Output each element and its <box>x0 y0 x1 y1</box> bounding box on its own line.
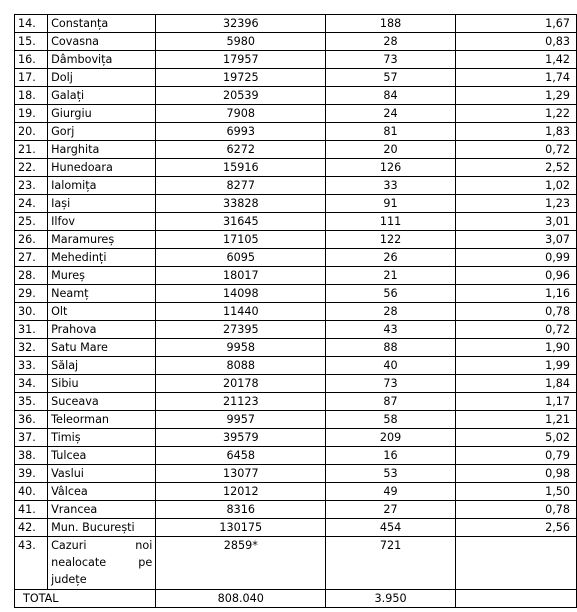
deaths-cell: 16 <box>326 447 456 465</box>
row-number: 41. <box>15 501 48 519</box>
table-row <box>15 87 577 105</box>
rate-cell: 0,72 <box>455 141 576 159</box>
table-row <box>15 213 577 231</box>
deaths-cell: 53 <box>326 465 456 483</box>
deaths-cell: 454 <box>326 519 456 537</box>
deaths-cell: 28 <box>326 303 456 321</box>
cases-cell: 6458 <box>156 447 326 465</box>
deaths-cell: 73 <box>326 375 456 393</box>
county-name: Mureș <box>48 267 156 285</box>
rate-cell: 0,78 <box>455 303 576 321</box>
table-row <box>15 69 577 87</box>
county-name: Prahova <box>48 321 156 339</box>
cases-cell: 15916 <box>156 159 326 177</box>
county-name: Ilfov <box>48 213 156 231</box>
row-number: 39. <box>15 465 48 483</box>
row-number: 18. <box>15 87 48 105</box>
table-row <box>15 195 577 213</box>
cases-cell: 17957 <box>156 51 326 69</box>
row-number: 29. <box>15 285 48 303</box>
row-number: 37. <box>15 429 48 447</box>
table-row <box>15 357 577 375</box>
table-row <box>15 231 577 249</box>
county-name: Iași <box>48 195 156 213</box>
cases-cell: 18017 <box>156 267 326 285</box>
cases-cell: 12012 <box>156 483 326 501</box>
rate-cell: 0,99 <box>455 249 576 267</box>
county-name: Timiș <box>48 429 156 447</box>
table-row <box>15 303 577 321</box>
county-name: Ialomița <box>48 177 156 195</box>
cases-cell: 2859* <box>156 537 326 590</box>
cases-cell: 7908 <box>156 105 326 123</box>
deaths-cell: 27 <box>326 501 456 519</box>
row-number: 36. <box>15 411 48 429</box>
table-row <box>15 339 577 357</box>
table-row <box>15 123 577 141</box>
cases-cell: 8277 <box>156 177 326 195</box>
rate-cell: 1,83 <box>455 123 576 141</box>
deaths-cell: 21 <box>326 267 456 285</box>
deaths-cell: 87 <box>326 393 456 411</box>
deaths-cell: 73 <box>326 51 456 69</box>
total-deaths: 3.950 <box>326 590 456 608</box>
rate-cell: 0,79 <box>455 447 576 465</box>
row-number: 42. <box>15 519 48 537</box>
table-row <box>15 249 577 267</box>
deaths-cell: 33 <box>326 177 456 195</box>
unallocated-row <box>15 537 577 590</box>
rate-cell: 0,98 <box>455 465 576 483</box>
rate-cell: 5,02 <box>455 429 576 447</box>
county-name: Harghita <box>48 141 156 159</box>
table-row <box>15 375 577 393</box>
deaths-cell: 40 <box>326 357 456 375</box>
deaths-cell: 209 <box>326 429 456 447</box>
table-row <box>15 51 577 69</box>
row-number: 33. <box>15 357 48 375</box>
row-number: 38. <box>15 447 48 465</box>
county-name: Sibiu <box>48 375 156 393</box>
total-cases: 808.040 <box>156 590 326 608</box>
cases-cell: 130175 <box>156 519 326 537</box>
row-number: 20. <box>15 123 48 141</box>
table-row <box>15 393 577 411</box>
row-number: 23. <box>15 177 48 195</box>
deaths-cell: 91 <box>326 195 456 213</box>
cases-cell: 8316 <box>156 501 326 519</box>
rate-cell: 0,96 <box>455 267 576 285</box>
rate-cell: 2,56 <box>455 519 576 537</box>
rate-cell: 1,29 <box>455 87 576 105</box>
table-row <box>15 321 577 339</box>
deaths-cell: 43 <box>326 321 456 339</box>
row-number: 34. <box>15 375 48 393</box>
county-name: Vâlcea <box>48 483 156 501</box>
row-number: 40. <box>15 483 48 501</box>
cases-cell: 20178 <box>156 375 326 393</box>
row-number: 24. <box>15 195 48 213</box>
rate-cell: 1,84 <box>455 375 576 393</box>
row-number: 21. <box>15 141 48 159</box>
rate-cell: 1,42 <box>455 51 576 69</box>
cases-cell: 6993 <box>156 123 326 141</box>
rate-cell: 1,22 <box>455 105 576 123</box>
deaths-cell: 81 <box>326 123 456 141</box>
rate-cell: 1,16 <box>455 285 576 303</box>
cases-cell: 33828 <box>156 195 326 213</box>
row-number: 15. <box>15 33 48 51</box>
county-statistics-table <box>14 14 577 608</box>
rate-cell: 3,01 <box>455 213 576 231</box>
row-number: 25. <box>15 213 48 231</box>
row-number: 16. <box>15 51 48 69</box>
rate-cell: 0,78 <box>455 501 576 519</box>
rate-cell: 1,02 <box>455 177 576 195</box>
cases-cell: 14098 <box>156 285 326 303</box>
deaths-cell: 24 <box>326 105 456 123</box>
rate-cell: 1,74 <box>455 69 576 87</box>
county-name: Maramureș <box>48 231 156 249</box>
row-number: 27. <box>15 249 48 267</box>
table-row <box>15 447 577 465</box>
county-name: Hunedoara <box>48 159 156 177</box>
county-name: Mun. București <box>48 519 156 537</box>
cases-cell: 27395 <box>156 321 326 339</box>
cases-cell: 39579 <box>156 429 326 447</box>
table-row <box>15 141 577 159</box>
table-row <box>15 519 577 537</box>
row-number: 19. <box>15 105 48 123</box>
cases-cell: 8088 <box>156 357 326 375</box>
cases-cell: 5980 <box>156 33 326 51</box>
county-name: Sălaj <box>48 357 156 375</box>
rate-cell: 1,21 <box>455 411 576 429</box>
total-rate <box>455 590 576 608</box>
row-number: 17. <box>15 69 48 87</box>
table-row <box>15 411 577 429</box>
rate-cell: 0,83 <box>455 33 576 51</box>
table-row <box>15 465 577 483</box>
deaths-cell: 26 <box>326 249 456 267</box>
deaths-cell: 122 <box>326 231 456 249</box>
cases-cell: 31645 <box>156 213 326 231</box>
table-row <box>15 285 577 303</box>
row-number: 32. <box>15 339 48 357</box>
county-name: Mehedinți <box>48 249 156 267</box>
county-name: Covasna <box>48 33 156 51</box>
county-name: Satu Mare <box>48 339 156 357</box>
county-statistics-table-container <box>14 14 577 608</box>
county-name: Dâmbovița <box>48 51 156 69</box>
deaths-cell: 57 <box>326 69 456 87</box>
table-body <box>15 15 577 608</box>
rate-cell: 1,67 <box>455 15 576 33</box>
cases-cell: 6095 <box>156 249 326 267</box>
county-name: Tulcea <box>48 447 156 465</box>
row-number: 31. <box>15 321 48 339</box>
row-number: 28. <box>15 267 48 285</box>
county-name: Olt <box>48 303 156 321</box>
county-name: Vaslui <box>48 465 156 483</box>
deaths-cell: 126 <box>326 159 456 177</box>
cases-cell: 21123 <box>156 393 326 411</box>
table-row <box>15 159 577 177</box>
county-name: Galați <box>48 87 156 105</box>
cases-cell: 9957 <box>156 411 326 429</box>
row-number: 35. <box>15 393 48 411</box>
deaths-cell: 28 <box>326 33 456 51</box>
county-name: Gorj <box>48 123 156 141</box>
rate-cell: 1,17 <box>455 393 576 411</box>
row-number: 22. <box>15 159 48 177</box>
cases-cell: 19725 <box>156 69 326 87</box>
row-number: 43. <box>15 537 48 590</box>
table-row <box>15 177 577 195</box>
rate-cell: 1,23 <box>455 195 576 213</box>
deaths-cell: 188 <box>326 15 456 33</box>
deaths-cell: 49 <box>326 483 456 501</box>
deaths-cell: 56 <box>326 285 456 303</box>
county-name: Neamț <box>48 285 156 303</box>
rate-cell: 2,52 <box>455 159 576 177</box>
row-number: 30. <box>15 303 48 321</box>
rate-cell: 1,50 <box>455 483 576 501</box>
county-name: Giurgiu <box>48 105 156 123</box>
cases-cell: 13077 <box>156 465 326 483</box>
deaths-cell: 84 <box>326 87 456 105</box>
table-row <box>15 267 577 285</box>
deaths-cell: 58 <box>326 411 456 429</box>
rate-cell <box>455 537 576 590</box>
rate-cell: 0,72 <box>455 321 576 339</box>
rate-cell: 1,99 <box>455 357 576 375</box>
county-name: Suceava <box>48 393 156 411</box>
deaths-cell: 111 <box>326 213 456 231</box>
total-label: TOTAL <box>15 590 156 608</box>
rate-cell: 1,90 <box>455 339 576 357</box>
table-row <box>15 429 577 447</box>
deaths-cell: 721 <box>326 537 456 590</box>
row-number: 26. <box>15 231 48 249</box>
rate-cell: 3,07 <box>455 231 576 249</box>
county-name: Dolj <box>48 69 156 87</box>
table-row <box>15 501 577 519</box>
table-row <box>15 15 577 33</box>
cases-cell: 32396 <box>156 15 326 33</box>
deaths-cell: 20 <box>326 141 456 159</box>
cases-cell: 20539 <box>156 87 326 105</box>
county-name: Cazuri noi nealocate pe județe <box>48 537 156 590</box>
cases-cell: 9958 <box>156 339 326 357</box>
table-row <box>15 105 577 123</box>
cases-cell: 6272 <box>156 141 326 159</box>
table-row <box>15 483 577 501</box>
county-name: Vrancea <box>48 501 156 519</box>
county-name: Constanța <box>48 15 156 33</box>
total-row <box>15 590 577 608</box>
cases-cell: 17105 <box>156 231 326 249</box>
row-number: 14. <box>15 15 48 33</box>
table-row <box>15 33 577 51</box>
county-name: Teleorman <box>48 411 156 429</box>
cases-cell: 11440 <box>156 303 326 321</box>
deaths-cell: 88 <box>326 339 456 357</box>
